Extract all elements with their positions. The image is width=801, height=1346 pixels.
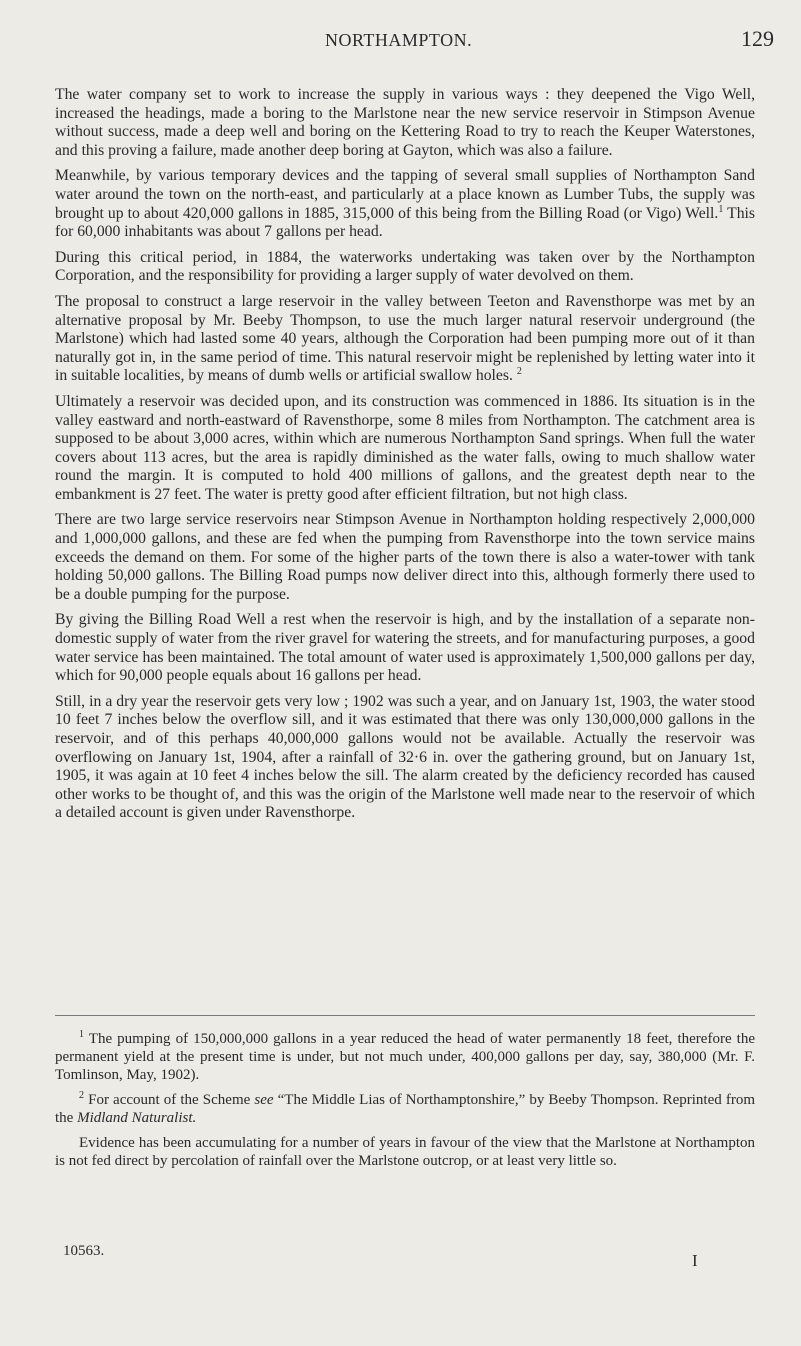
text-run: For account of the Scheme	[88, 1092, 255, 1108]
italic-text: see	[254, 1092, 274, 1108]
text-run: Evidence has been accumulating for a number of years in favour of the view that the Marlstone at Northampton is not fed direct by percolation of rainfall over the Marlstone outcrop, or at least very little so.	[55, 1135, 755, 1169]
footnote-divider	[55, 1015, 755, 1016]
italic-text: Midland Naturalist.	[77, 1110, 197, 1126]
text-run: The pumping of 150,000,000 gallons in a year reduced the head of water permanently 18 feet, therefore the permanent yield at the present time is under, but not much under, 400,000 gallons per day, say, 380,000 (Mr. F. Tomlinson, May, 1902).	[55, 1031, 755, 1083]
page-number: 129	[741, 26, 774, 51]
paragraph	[55, 167, 755, 241]
text-run: Still, in a dry year the reservoir gets very low ; 1902 was such a year, and on January 1st, 1903, the water stood 10 feet 7 inches below the overflow sill, and it was estimated that there was only 130,000,000 gallons in the reservoir, and of this perhaps 40,000,000 gallons would not be available. Actually the reservoir was overflowing on January 1st, 1904, after a rainfall of 32·6 in. over the gathering ground, but on January 1st, 1905, it was again at 10 feet 4 inches below the sill. The alarm created by the deficiency recorded has caused other works to be thought of, and this was the origin of the Marlstone well made near to the reservoir of which a detailed account is given under Ravensthorpe.	[55, 692, 755, 822]
paragraph	[55, 511, 755, 604]
footnote-mark: 1	[79, 1029, 84, 1040]
body-text	[55, 86, 755, 830]
text-run: “The Middle Lias of Northamptonshire,” by Beeby Thompson. Reprinted from the	[55, 1092, 755, 1126]
running-head: NORTHAMPTON.	[325, 30, 473, 50]
footnotes	[55, 1030, 755, 1177]
text-run: There are two large service reservoirs near Stimpson Avenue in Northampton holding respectively 2,000,000 and 1,000,000 gallons, and these are fed when the pumping from Ravensthorpe into the town service mains exceeds the demand on them. For some of the higher parts of the town there is also a water-tower with tank holding 50,000 gallons. The Billing Road pumps now deliver direct into this, although formerly there used to be a double pumping for the purpose.	[55, 511, 755, 603]
text-run: By giving the Billing Road Well a rest when the reservoir is high, and by the installation of a separate non-domestic supply of water from the river gravel for watering the streets, and for manufacturing purposes, a good water service has been maintained. The total amount of water used is approximately 1,500,000 gallons per day, which for 90,000 people equals about 16 gallons per head.	[55, 611, 755, 685]
footnote-reference: 2	[516, 366, 522, 378]
signature-mark: 10563.	[63, 1243, 105, 1259]
text-run: This for 60,000 inhabitants was about 7 gallons per head.	[55, 204, 756, 241]
paragraph	[55, 393, 755, 505]
footnote	[55, 1030, 755, 1084]
footnote-reference: 1	[718, 203, 724, 215]
paragraph	[55, 293, 755, 386]
paragraph	[55, 86, 755, 160]
footnote	[55, 1091, 755, 1127]
text-run: The water company set to work to increase the supply in various ways : they deepened the Vigo Well, increased the headings, made a boring to the Marlstone near the new service reservoir in Stimpson Avenue without success, made a deep well and boring on the Kettering Road to try to reach the Keuper Waterstones, and this proving a failure, made another deep boring at Gayton, which was also a failure.	[55, 86, 755, 159]
page-header	[0, 26, 801, 60]
text-run: Ultimately a reservoir was decided upon, and its construction was commenced in 1886. Its situation is in the valley eastward and north-eastward of Ravensthorpe, some 8 miles from Northampton. The catchment area is supposed to be about 3,000 acres, within which are numerous Northampton Sand springs. When full the water covers about 113 acres, but the area is rapidly diminished as the water falls, owing to much shallow water round the margin. It is computed to hold 400 millions of gallons, and the greatest depth near to the embankment is 27 feet. The water is pretty good after efficient filtration, but not high class.	[55, 392, 755, 503]
footnote	[55, 1134, 755, 1170]
paragraph	[55, 611, 755, 685]
text-run: Meanwhile, by various temporary devices and the tapping of several small supplies of Northampton Sand water around the town on the north-east, and particularly at a place known as Lumber Tubs, the supply was brought up to about 420,000 gallons in 1885, 315,000 of this being from the Billing Road (or Vigo) Well.	[55, 167, 755, 222]
text-run: The proposal to construct a large reservoir in the valley between Teeton and Ravensthorpe was met by an alternative proposal by Mr. Beeby Thompson, to use the much larger natural reservoir underground (the Marlstone) which had lasted some 40 years, although the Corporation had been pumping more out of it than naturally got in, in the same period of time. This natural reservoir might be replenished by letting water into it in suitable localities, by means of dumb wells or artificial swallow holes.	[55, 292, 755, 385]
signature-letter: I	[692, 1251, 698, 1270]
text-run: During this critical period, in 1884, the waterworks undertaking was taken over by the Northampton Corporation, and the responsibility for providing a larger supply of water devolved on them.	[55, 248, 755, 285]
paragraph	[55, 693, 755, 823]
footnote-mark: 2	[79, 1090, 84, 1101]
paragraph	[55, 249, 755, 286]
